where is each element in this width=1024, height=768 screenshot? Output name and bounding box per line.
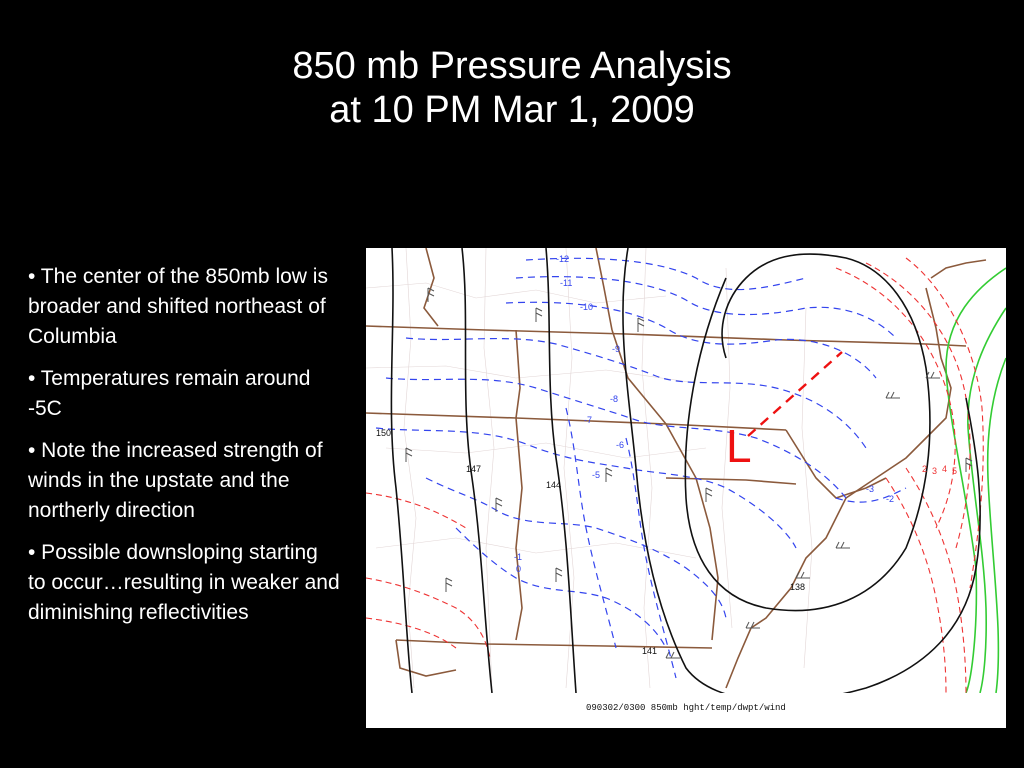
slide-title: [0, 44, 1024, 132]
temp-label: 4: [942, 464, 948, 474]
height-label: 150: [376, 428, 392, 438]
map-plot-area: [366, 248, 1006, 701]
bullet-item: • Possible downsloping starting to occur…resulting in weaker and diminishing reflectivities: [28, 541, 340, 624]
low-pressure-symbol: L: [726, 420, 752, 472]
weather-map: [366, 248, 1006, 728]
map-caption: 090302/0300 850mb hght/temp/dwpt/wind: [586, 703, 786, 713]
height-label: 144: [546, 480, 562, 490]
temp-label: -12: [556, 254, 570, 264]
temp-label: 5: [952, 466, 958, 476]
temp-label: -6: [616, 440, 625, 450]
bullet-item: • Note the increased strength of winds in the upstate and the northerly direction: [28, 439, 323, 522]
temp-label: -11: [560, 278, 573, 288]
title-line-1: 850 mb Pressure Analysis: [292, 45, 732, 87]
temp-label: 3: [932, 466, 938, 476]
height-label: 147: [466, 464, 482, 474]
height-label: 138: [790, 582, 806, 592]
temp-label: -1: [514, 552, 523, 562]
map-svg: [366, 248, 1006, 728]
temp-label: 0: [516, 564, 522, 574]
height-label: 141: [642, 646, 658, 656]
temp-label: -10: [580, 302, 594, 312]
bullet-list: [28, 262, 340, 640]
bullet-item: • Temperatures remain around -5C: [28, 367, 311, 420]
temp-label: -2: [886, 494, 895, 504]
temp-label: -8: [610, 394, 619, 404]
temp-label: -3: [866, 484, 875, 494]
temp-label: -9: [612, 344, 621, 354]
temp-label: -5: [592, 470, 601, 480]
title-line-2: at 10 PM Mar 1, 2009: [329, 89, 695, 131]
temp-label: 2: [922, 464, 928, 474]
temp-label: -7: [584, 415, 593, 425]
bullet-item: • The center of the 850mb low is broader and shifted northeast of Columbia: [28, 265, 328, 348]
